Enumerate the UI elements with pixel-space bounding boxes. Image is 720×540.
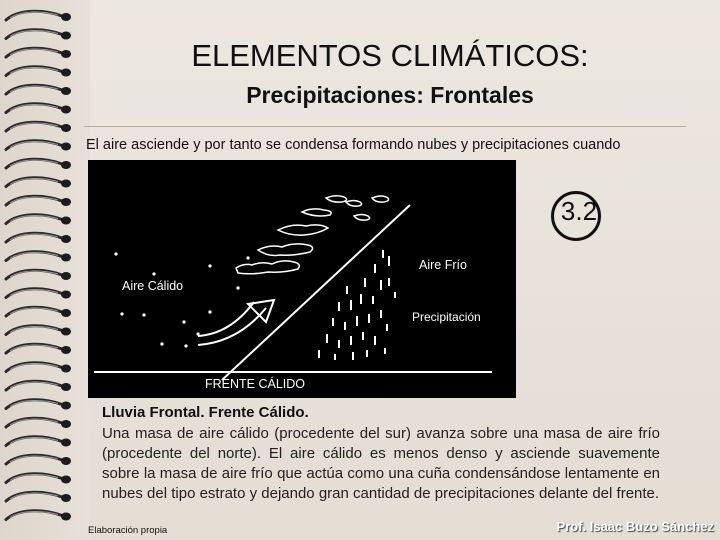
binding-ring [6,85,71,95]
binding-ring [6,48,71,58]
binding-ring [6,252,71,262]
binding-ring [6,381,71,391]
binding-ring [6,30,71,40]
label-precipitation: Precipitación [412,310,481,324]
caption-title: Lluvia Frontal. Frente Cálido. [102,404,309,421]
binding-ring [6,215,71,225]
label-cold-air: Aire Frío [419,258,467,272]
binding-ring [6,233,71,243]
spiral-binding [0,0,90,540]
binding-ring [6,363,71,373]
binding-ring [6,400,71,410]
binding-ring [6,344,71,354]
binding-ring [6,289,71,299]
binding-ring [6,418,71,428]
title-divider [84,126,686,127]
slide-title: ELEMENTOS CLIMÁTICOS: [191,38,589,73]
binding-ring [6,270,71,280]
binding-ring [6,178,71,188]
warm-front-diagram [88,160,516,398]
label-warm-front: FRENTE CÁLIDO [205,377,306,391]
binding-ring [6,104,71,114]
binding-ring [6,307,71,317]
binding-ring [6,492,71,502]
slide-subtitle: Precipitaciones: Frontales [246,82,534,108]
binding-ring [6,326,71,336]
binding-ring [6,122,71,132]
binding-ring [6,455,71,465]
binding-ring [6,11,71,21]
binding-ring [6,196,71,206]
binding-ring [6,67,71,77]
binding-ring [6,511,71,521]
binding-ring [6,474,71,484]
binding-rings [0,0,90,540]
slide-number: 3.2 [560,196,598,226]
binding-ring [6,437,71,447]
author-name: Prof. Isaac Buzo Sánchez [556,519,714,534]
binding-ring [6,159,71,169]
intro-text: El aire asciende y por tanto se condensa formando nubes y precipitaciones cuando [86,137,621,153]
binding-ring [6,141,71,151]
image-credit: Elaboración propia [88,525,168,536]
caption-body: Una masa de aire cálido (procedente del sur) avanza sobre una masa de aire frío (procedente del norte). El aire cálido es menos denso y asciende suavemente sobre la masa de aire frío que actúa como una cuña condensándose lentamente en nubes del tipo estrato y dejando gran cantidad de precipitaciones delante del frente. [102,425,660,502]
label-warm-air: Aire Cálido [122,279,184,293]
